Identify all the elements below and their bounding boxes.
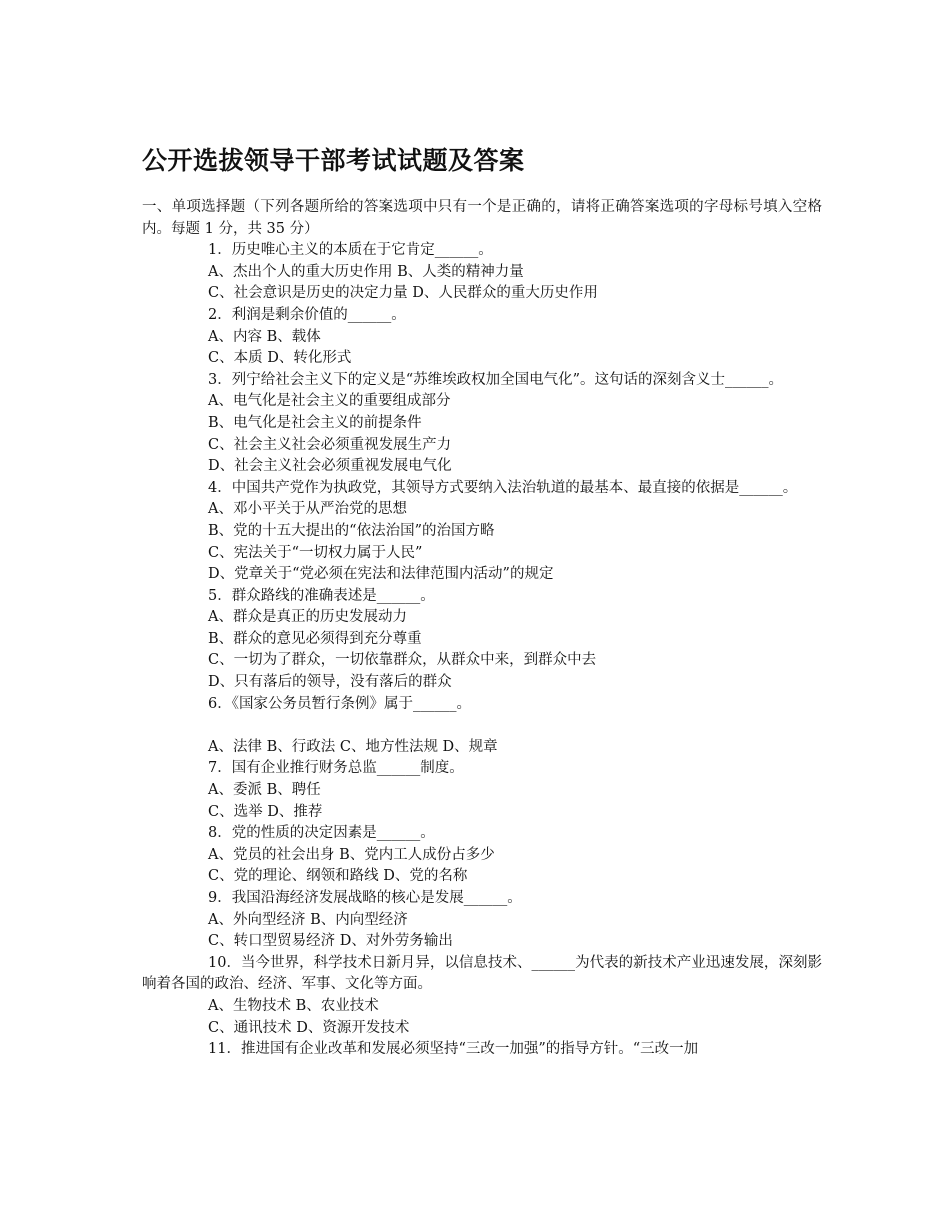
question-item xyxy=(142,953,822,1039)
question-stem: 9．我国沿海经济发展战略的核心是发展______。 xyxy=(208,890,522,906)
question-stem: 2．利润是剩余价值的______。 xyxy=(208,306,406,323)
answer-options-line: B、群众的意见必须得到充分尊重 xyxy=(208,630,422,647)
answer-options-line: D、党章关于“党必须在宪法和法律范围内活动”的规定 xyxy=(208,566,554,583)
question-stem: 4．中国共产党作为执政党，其领导方式要纳入法治轨道的最基本、最直接的依据是______。 xyxy=(208,479,798,496)
question-item xyxy=(142,478,822,586)
question-item xyxy=(142,888,822,953)
question-stem: 3．列宁给社会主义下的定义是“苏维埃政权加全国电气化”。这句话的深刻含义士______。 xyxy=(208,371,784,388)
answer-options-line: C、社会意识是历史的决定力量 D、人民群众的重大历史作用 xyxy=(208,285,598,302)
answer-options-line: D、社会主义社会必须重视发展电气化 xyxy=(208,458,452,475)
answer-options-line: A、内容 B、载体 xyxy=(208,328,321,345)
question-item xyxy=(142,305,822,370)
answer-options-line: C、本质 D、转化形式 xyxy=(208,350,352,367)
answer-options-line: C、选举 D、推荐 xyxy=(208,803,323,820)
answer-options-line: C、一切为了群众，一切依靠群众，从群众中来，到群众中去 xyxy=(208,652,597,669)
question-stem: 8．党的性质的决定因素是______。 xyxy=(208,825,435,842)
question-item xyxy=(142,370,822,478)
answer-options-line: A、杰出个人的重大历史作用 B、人类的精神力量 xyxy=(208,263,524,280)
question-stem: 1．历史唯心主义的本质在于它肯定______。 xyxy=(208,242,493,259)
answer-options-line: C、党的理论、纲领和路线 D、党的名称 xyxy=(208,868,468,885)
answer-options-line: C、通讯技术 D、资源开发技术 xyxy=(208,1019,410,1036)
answer-options-line: A、外向型经济 B、内向型经济 xyxy=(208,911,408,928)
answer-options-line: C、社会主义社会必须重视发展生产力 xyxy=(208,436,452,453)
answer-options-line: C、宪法关于“一切权力属于人民” xyxy=(208,544,423,561)
answer-options-line: A、生物技术 B、农业技术 xyxy=(208,997,379,1014)
answer-options-line: C、转口型贸易经济 D、对外劳务输出 xyxy=(208,933,453,950)
question-item xyxy=(142,240,822,305)
question-item xyxy=(142,586,822,694)
document-body xyxy=(142,197,822,1061)
answer-options-line: A、法律 B、行政法 C、地方性法规 D、规章 xyxy=(208,738,498,755)
answer-options-line: B、电气化是社会主义的前提条件 xyxy=(208,414,422,431)
answer-options-line: A、党员的社会出身 B、党内工人成份占多少 xyxy=(208,846,495,863)
answer-options-line: A、群众是真正的历史发展动力 xyxy=(208,609,407,626)
question-item xyxy=(142,694,822,759)
question-list xyxy=(142,240,822,1061)
question-item xyxy=(142,1039,822,1061)
section-intro: 一、单项选择题（下列各题所给的答案选项中只有一个是正确的，请将正确答案选项的字母标号填入空格内。每题 1 分，共 35 分） xyxy=(142,199,822,237)
question-stem: 7．国有企业推行财务总监______制度。 xyxy=(208,760,464,777)
answer-options-line: B、党的十五大提出的“依法治国”的治国方略 xyxy=(208,522,495,539)
answer-options-line: A、委派 B、聘任 xyxy=(208,782,321,799)
answer-options-line: D、只有落后的领导，没有落后的群众 xyxy=(208,674,452,691)
blank-line xyxy=(142,715,822,737)
question-stem: 5．群众路线的准确表述是______。 xyxy=(208,587,435,604)
question-stem: 10．当今世界，科学技术日新月异，以信息技术、______为代表的新技术产业迅速发展，深刻影响着各国的政治、经济、军事、文化等方面。 xyxy=(142,954,822,993)
answer-options-line: A、电气化是社会主义的重要组成部分 xyxy=(208,393,451,410)
document-title: 公开选拔领导干部考试试题及答案 xyxy=(142,146,525,175)
question-stem: 6．《国家公务员暂行条例》属于______。 xyxy=(208,695,471,712)
question-item xyxy=(142,823,822,888)
question-stem: 11．推进国有企业改革和发展必须坚持“三改一加强”的指导方针。“三改一加 xyxy=(208,1041,699,1058)
question-item xyxy=(142,758,822,823)
answer-options-line: A、邓小平关于从严治党的思想 xyxy=(208,501,407,518)
